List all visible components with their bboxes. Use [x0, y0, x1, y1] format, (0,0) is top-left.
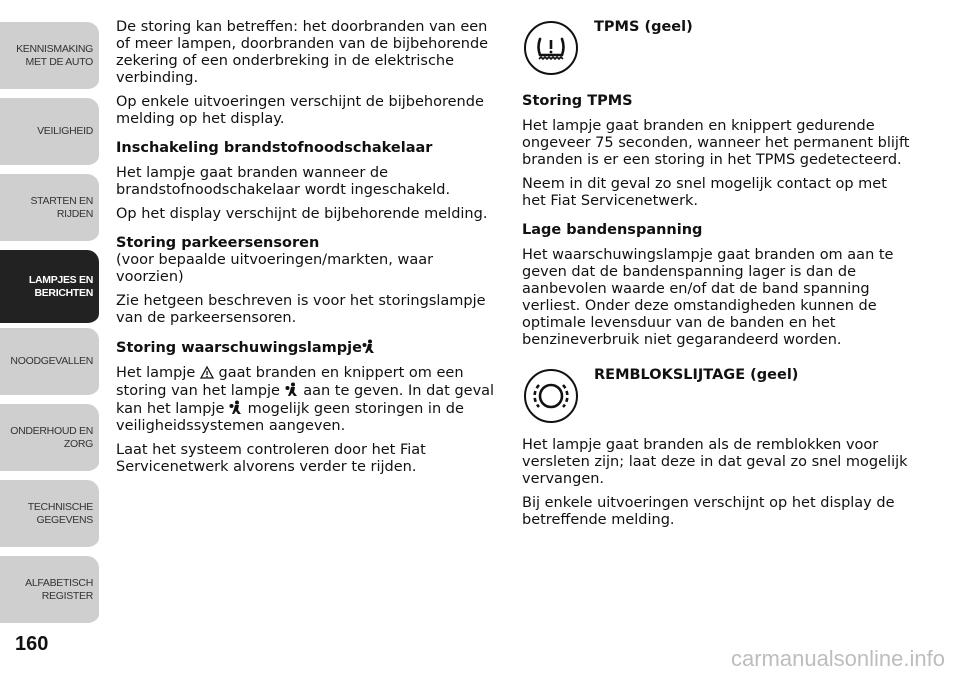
section-heading: Storing TPMS — [522, 93, 633, 109]
tab-onderhoud-en-zorg[interactable] — [0, 404, 99, 474]
tab-label: ALFABETISCH REGISTER — [25, 576, 93, 602]
tab-lampjes-en-berichten[interactable] — [0, 250, 99, 326]
heading-text: Storing waarschuwingslampje — [116, 340, 362, 356]
paragraph: Het lampje gaat branden als de remblokken voor versleten zijn; laat deze in dat geval zo snel mogelijk vervangen. — [522, 437, 908, 487]
text: gaat branden en knippert om een storing van het lampje — [116, 365, 464, 399]
right-column — [522, 19, 912, 536]
paragraph: Neem in dit geval zo snel mogelijk contact op met het Fiat Servicenetwerk. — [522, 176, 887, 209]
paragraph: De storing kan betreffen: het doorbranden van een of meer lampen, doorbranden van de bijbehorende zekering of een onderbreking in de elektrische verbinding. — [116, 19, 489, 86]
paragraph: Het waarschuwingslampje gaat branden om aan te geven dat de bandenspanning lager is dan de aanbevolen waarde en/of dat de band spanning verliest. Onder deze omstandigheden kunnen de optimale levensduur van de banden en het benzineverbruik niet gegarandeerd worden. — [522, 247, 894, 348]
warning-triangle-icon — [200, 366, 214, 379]
text: Het lampje — [116, 365, 196, 381]
tab-starten-en-rijden[interactable] — [0, 174, 99, 244]
section-heading: Lage bandenspanning — [522, 222, 703, 238]
tab-label: KENNISMAKING MET DE AUTO — [16, 42, 93, 68]
tab-technische-gegevens[interactable] — [0, 480, 99, 550]
tab-label: NOODGEVALLEN — [10, 355, 93, 367]
section-heading: Storing parkeersensoren — [116, 235, 320, 251]
text: mogelijk geen storingen in de veiligheidssystemen aangeven. — [116, 401, 464, 434]
brake-pad-wear-icon — [522, 367, 580, 425]
paragraph: Op enkele uitvoeringen verschijnt de bijbehorende melding op het display. — [116, 94, 484, 127]
tpms-block — [522, 19, 912, 77]
tab-kennismaking[interactable] — [0, 22, 99, 92]
section-heading: Inschakeling brandstofnoodschakelaar — [116, 140, 433, 156]
airbag-person-icon — [229, 400, 243, 415]
left-column — [116, 19, 500, 483]
tab-label: ONDERHOUD EN ZORG — [10, 424, 93, 450]
tpms-title: TPMS (geel) — [594, 19, 693, 35]
text: aan te geven. In dat geval kan het lampje — [116, 383, 495, 417]
tab-veiligheid[interactable] — [0, 98, 99, 168]
tab-label: VEILIGHEID — [37, 125, 93, 137]
tab-alfabetisch-register[interactable] — [0, 556, 99, 626]
airbag-person-icon — [362, 339, 376, 354]
tab-label: TECHNISCHE GEGEVENS — [27, 500, 93, 526]
section-subheading: (voor bepaalde uitvoeringen/markten, waar voorzien) — [116, 252, 434, 285]
paragraph: Op het display verschijnt de bijbehorende melding. — [116, 206, 488, 222]
tab-label: STARTEN EN RIJDEN — [30, 194, 93, 220]
brake-title: REMBLOKSLIJTAGE (geel) — [594, 367, 799, 383]
page-number: 160 — [15, 633, 49, 655]
watermark: carmanualsonline.info — [730, 646, 945, 671]
paragraph: Bij enkele uitvoeringen verschijnt op het display de betreffende melding. — [522, 495, 895, 528]
paragraph: Het lampje gaat branden en knippert gedurende ongeveer 75 seconden, wanneer het permanent blijft branden is er een storing in het TPMS gedetecteerd. — [522, 118, 910, 168]
section-heading — [116, 339, 500, 357]
tab-label: LAMPJES EN BERICHTEN — [28, 273, 93, 299]
tpms-warning-icon — [522, 19, 580, 77]
paragraph: Het lampje gaat branden wanneer de brandstofnoodschakelaar wordt ingeschakeld. — [116, 165, 451, 198]
paragraph: Laat het systeem controleren door het Fiat Servicenetwerk alvorens verder te rijden. — [116, 442, 426, 475]
brake-block — [522, 367, 912, 425]
paragraph: Zie hetgeen beschreven is voor het storingslampje van de parkeersensoren. — [116, 293, 486, 326]
tab-noodgevallen[interactable] — [0, 328, 99, 398]
airbag-person-icon — [285, 382, 299, 397]
paragraph — [116, 365, 500, 435]
